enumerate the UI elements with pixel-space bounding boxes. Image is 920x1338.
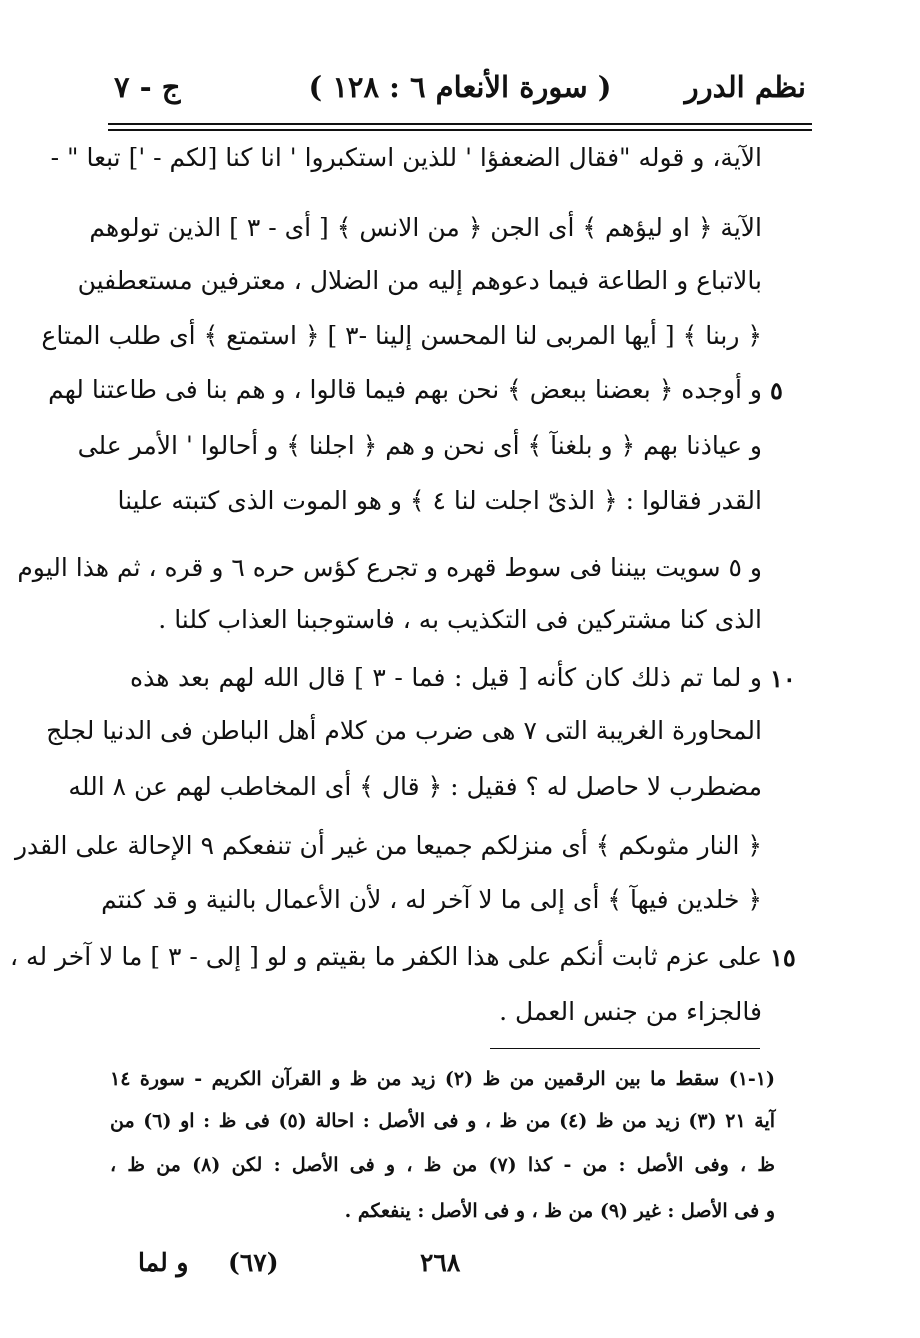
footnote-line: و فى الأصل : غير (٩) من ظ ، و فى الأصل : ينفعكم . <box>344 1200 775 1222</box>
header-volume: ج - ٧ <box>114 70 181 104</box>
text-line: و ٥ سويت بيننا فى سوط قهره و تجرع كؤس حره ٦ و قره ، ثم هذا اليوم <box>17 553 762 582</box>
text-line: فالجزاء من جنس العمل . <box>499 997 762 1026</box>
text-line: الآية ﴿ او ليؤهم ﴾ أى الجن ﴿ من الانس ﴾ [ أى - ٣ ] الذين تولوهم <box>89 213 762 242</box>
signature-number: (٦٧) <box>228 1248 279 1277</box>
footnote-line: ظ ، وفى الأصل : من - كذا (٧) من ظ ، و فى الأصل : لكن (٨) من ظ ، <box>110 1154 775 1176</box>
footnote-line: آية ٢١ (٣) زيد من ظ (٤) من ظ ، و فى الأصل : احالة (٥) فى ظ : او (٦) من <box>110 1110 776 1132</box>
text-line: الذى كنا مشتركين فى التكذيب به ، فاستوجبنا العذاب كلنا . <box>158 605 762 634</box>
text-line: و أوجده ﴿ بعضنا ببعض ﴾ نحن بهم فيما قالوا ، و هم بنا فى طاعتنا لهم <box>48 375 762 404</box>
header-surah-reference: ( سورة الأنعام ٦ : ١٢٨ ) <box>308 70 612 104</box>
text-line: الآية، و قوله "فقال الضعفؤا ' للذين استكبروا ' انا كنا [لكم - '] تبعا " - <box>50 143 762 172</box>
text-line: و عياذنا بهم ﴿ و بلغنآ ﴾ أى نحن و هم ﴿ اجلنا ﴾ و أحالوا ' الأمر على <box>77 431 762 460</box>
page-number: ٢٦٨ <box>420 1248 461 1277</box>
text-line: ﴿ النار مثوىكم ﴾ أى منزلكم جميعا من غير أن تنفعكم ٩ الإحالة على القدر <box>14 831 762 860</box>
text-line: على عزم ثابت أنكم على هذا الكفر ما بقيتم و لو [ إلى - ٣ ] ما لا آخر له ، <box>10 942 762 971</box>
text-line: القدر فقالوا : ﴿ الذىّ اجلت لنا ٤ ﴾ و هو الموت الذى كتبته علينا <box>117 486 762 515</box>
header-rule-top <box>108 123 812 125</box>
running-header <box>110 64 810 114</box>
header-book-title: نظم الدرر <box>684 70 806 104</box>
catchword: و لما <box>138 1248 189 1277</box>
text-line: المحاورة الغريبة التى ٧ هى ضرب من كلام أهل الباطن فى الدنيا لجلج <box>46 716 762 745</box>
text-line: مضطرب لا حاصل له ؟ فقيل : ﴿ قال ﴾ أى المخاطب لهم عن ٨ الله <box>68 772 762 801</box>
line-number: ١٠ <box>770 664 796 693</box>
text-line: ﴿ ربنا ﴾ [ أيها المربى لنا المحسن إلينا -٣ ] ﴿ استمتع ﴾ أى طلب المتاع <box>41 321 762 350</box>
line-number: ٥ <box>770 376 783 405</box>
text-line: ﴿ خلدين فيهآ ﴾ أى إلى ما لا آخر له ، لأن الأعمال بالنية و قد كنتم <box>101 885 762 914</box>
header-rule-bottom <box>108 129 812 131</box>
line-number: ١٥ <box>770 943 796 972</box>
text-line: و لما تم ذلك كان كأنه [ قيل : فما - ٣ ] قال الله لهم بعد هذه <box>130 663 762 692</box>
footnote-rule <box>490 1048 760 1049</box>
footnote-line: (١-١) سقط ما بين الرقمين من ظ (٢) زيد من ظ و القرآن الكريم - سورة ١٤ <box>110 1068 776 1090</box>
text-line: بالاتباع و الطاعة فيما دعوهم إليه من الضلال ، معترفين مستعطفين <box>77 266 762 295</box>
